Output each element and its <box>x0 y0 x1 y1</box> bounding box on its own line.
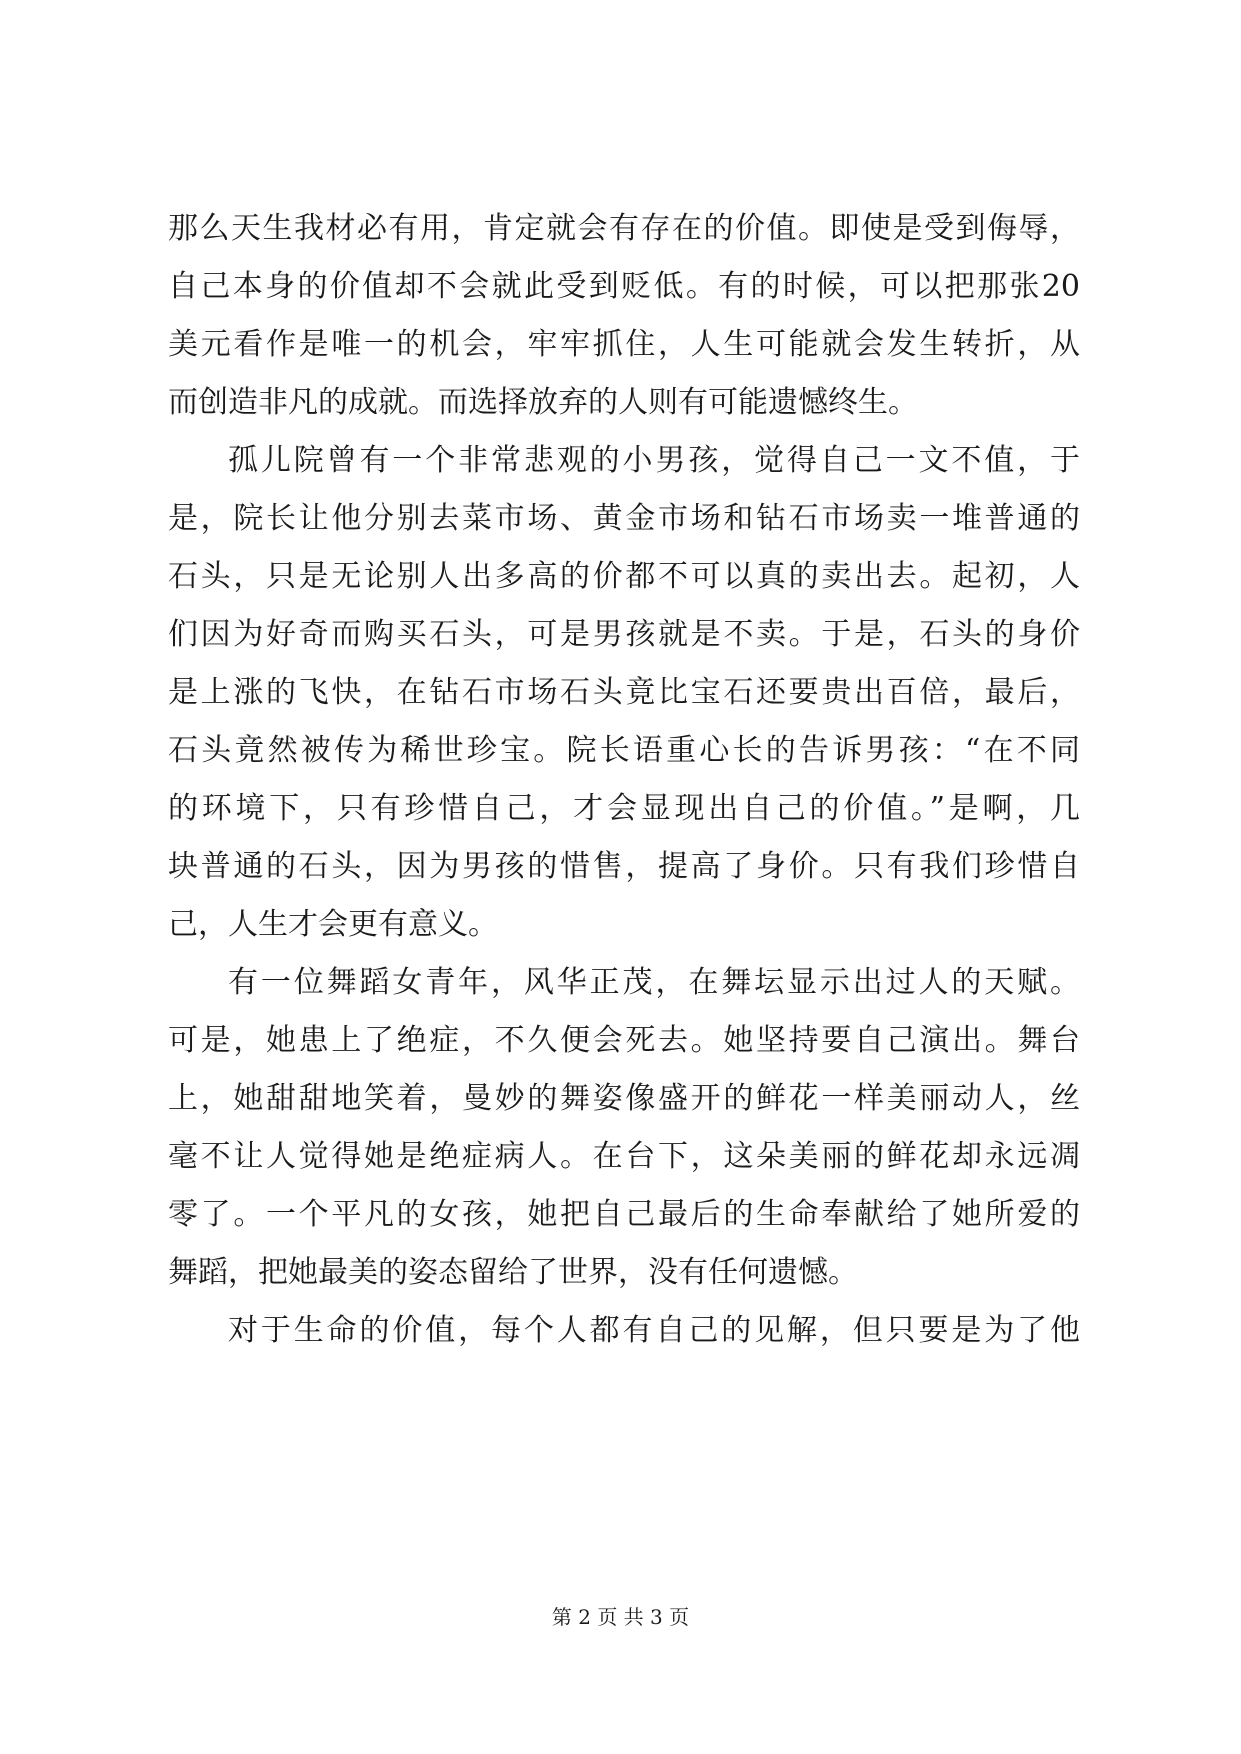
text-line: 孤儿院曾有一个非常悲观的小男孩，觉得自己一文不值，于 <box>228 443 1080 478</box>
text-line: 有一位舞蹈女青年，风华正茂，在舞坛显示出过人的天赋。 <box>228 965 1080 1000</box>
text-line: 美元看作是唯一的机会，牢牢抓住，人生可能就会发生转折，从 <box>168 327 1080 362</box>
text-line: 毫不让人觉得她是绝症病人。在台下，这朵美丽的鲜花却永远凋 <box>168 1139 1080 1174</box>
paragraph-2 <box>168 432 1080 954</box>
text-line: 零了。一个平凡的女孩，她把自己最后的生命奉献给了她所爱的 <box>168 1197 1080 1232</box>
text-line: 而创造非凡的成就。而选择放弃的人则有可能遗憾终生。 <box>168 385 918 420</box>
text-line: 那么天生我材必有用，肯定就会有存在的价值。即使是受到侮辱， <box>168 211 1080 246</box>
text-line: 可是，她患上了绝症，不久便会死去。她坚持要自己演出。舞台 <box>168 1023 1080 1058</box>
text-line: 舞蹈，把她最美的姿态留给了世界，没有任何遗憾。 <box>168 1255 858 1290</box>
text-line: 对于生命的价值，每个人都有自己的见解，但只要是为了他 <box>228 1313 1080 1348</box>
paragraph-4 <box>168 1302 1080 1360</box>
text-line: 上，她甜甜地笑着，曼妙的舞姿像盛开的鲜花一样美丽动人，丝 <box>168 1081 1080 1116</box>
text-line: 的环境下，只有珍惜自己，才会显现出自己的价值。”是啊，几 <box>168 791 1080 826</box>
paragraph-3 <box>168 954 1080 1302</box>
text-line: 自己本身的价值却不会就此受到贬低。有的时候，可以把那张20 <box>168 269 1080 304</box>
text-line: 是上涨的飞快，在钻石市场石头竟比宝石还要贵出百倍，最后， <box>168 675 1080 710</box>
text-line: 是，院长让他分别去菜市场、黄金市场和钻石市场卖一堆普通的 <box>168 501 1080 536</box>
text-line: 块普通的石头，因为男孩的惜售，提高了身价。只有我们珍惜自 <box>168 849 1080 884</box>
text-line: 己，人生才会更有意义。 <box>168 907 498 942</box>
text-line: 石头竟然被传为稀世珍宝。院长语重心长的告诉男孩：“在不同 <box>168 733 1080 768</box>
page-number-label: 第 2 页 共 3 页 <box>551 1605 690 1629</box>
paragraph-1 <box>168 200 1080 432</box>
text-line: 石头，只是无论别人出多高的价都不可以真的卖出去。起初，人 <box>168 559 1080 594</box>
text-line: 们因为好奇而购买石头，可是男孩就是不卖。于是，石头的身价 <box>168 617 1080 652</box>
document-body <box>168 200 1080 1360</box>
page-footer <box>0 1604 1241 1630</box>
